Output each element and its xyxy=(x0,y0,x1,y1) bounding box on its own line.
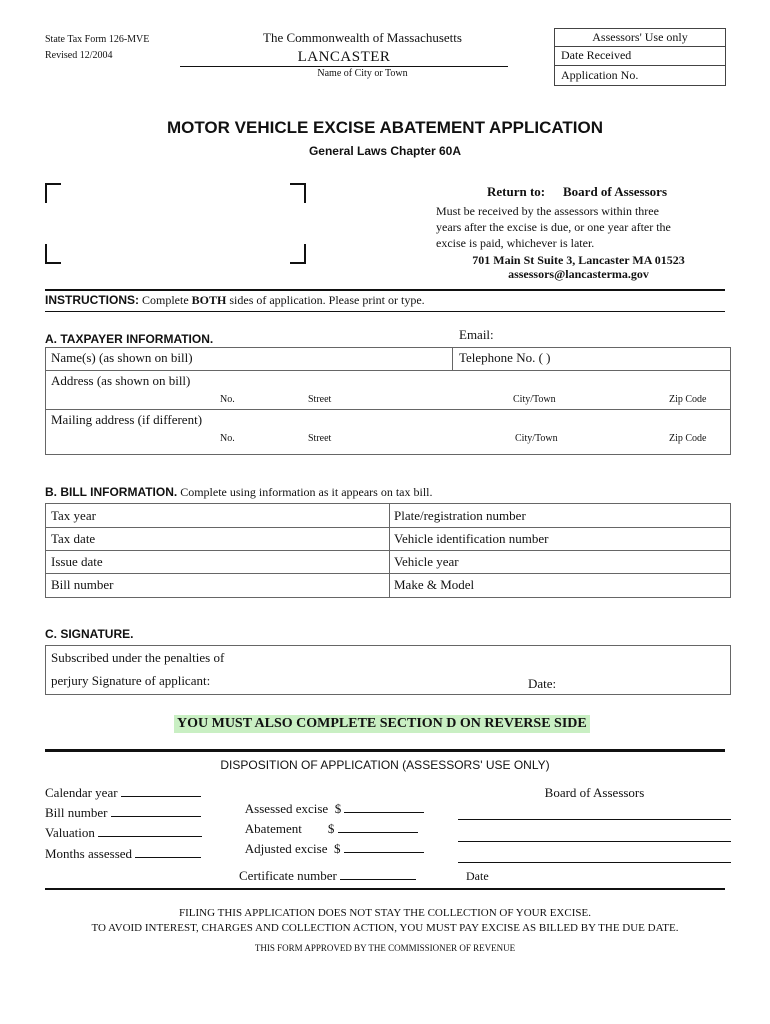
footer-line-1: FILING THIS APPLICATION DOES NOT STAY THE COLLECTION OF YOUR EXCISE. xyxy=(179,907,591,919)
board-of-assessors-label: Board of Assessors xyxy=(544,785,645,800)
months-assessed-row: Months assessed xyxy=(45,846,201,862)
application-no-label: Application No. xyxy=(561,68,639,82)
board-signature-line-2 xyxy=(458,841,731,842)
tax-date-field[interactable]: Tax date xyxy=(51,531,96,546)
make-model-field[interactable]: Make & Model xyxy=(394,577,475,592)
vehicle-year-field[interactable]: Vehicle year xyxy=(394,554,459,569)
address-field[interactable]: Address (as shown on bill) xyxy=(51,373,191,388)
mailing-city-caption: City/Town xyxy=(515,433,558,444)
date-received-label: Date Received xyxy=(561,48,632,62)
revised-date: Revised 12/2004 xyxy=(45,50,113,61)
certificate-number-row: Certificate number xyxy=(239,868,416,884)
disposition-heading: DISPOSITION OF APPLICATION (ASSESSORS' USE ONLY) xyxy=(220,758,550,772)
email-label: Email: xyxy=(459,327,494,342)
form-subtitle: General Laws Chapter 60A xyxy=(308,144,462,158)
abatement-row: Abatement $ xyxy=(239,805,418,837)
adjusted-excise-row: Adjusted excise $ xyxy=(239,825,424,857)
mailing-address-field[interactable]: Mailing address (if different) xyxy=(51,412,203,427)
mailing-zip-caption: Zip Code xyxy=(669,433,707,444)
city-caption: Name of City or Town xyxy=(317,68,408,79)
return-to-label: Return to: xyxy=(487,184,546,199)
assessed-excise-row: Assessed excise $ xyxy=(239,785,424,817)
return-address: 701 Main St Suite 3, Lancaster MA 01523 xyxy=(472,253,685,267)
return-deadline-3: excise is paid, whichever is later. xyxy=(436,236,595,250)
reverse-side-notice: YOU MUST ALSO COMPLETE SECTION D ON REVERSE SIDE xyxy=(174,715,590,733)
plate-number-field[interactable]: Plate/registration number xyxy=(394,508,526,523)
address-city-caption: City/Town xyxy=(513,394,556,405)
issue-date-field[interactable]: Issue date xyxy=(51,554,103,569)
mailing-street-caption: Street xyxy=(308,433,332,444)
mailing-no-caption: No. xyxy=(220,433,235,444)
return-deadline-2: years after the excise is due, or one year after the xyxy=(436,220,671,234)
city-name: LANCASTER xyxy=(297,49,391,65)
bill-number-row: Bill number xyxy=(45,805,201,821)
return-deadline-1: Must be received by the assessors within three xyxy=(436,204,659,218)
bill-number-field[interactable]: Bill number xyxy=(51,577,114,592)
return-email: assessors@lancasterma.gov xyxy=(508,267,649,281)
assessors-use-box xyxy=(554,28,726,86)
tax-year-field[interactable]: Tax year xyxy=(51,508,96,523)
footer-line-3: THIS FORM APPROVED BY THE COMMISSIONER OF REVENUE xyxy=(254,943,516,953)
address-street-caption: Street xyxy=(308,394,332,405)
signature-date-label: Date: xyxy=(528,676,557,691)
signature-line-1: Subscribed under the penalties of xyxy=(51,650,225,665)
window-corner-bl xyxy=(45,244,61,264)
form-title: MOTOR VEHICLE EXCISE ABATEMENT APPLICATION xyxy=(166,118,604,137)
window-corner-br xyxy=(290,244,306,264)
valuation-row: Valuation xyxy=(45,825,202,841)
address-zip-caption: Zip Code xyxy=(669,394,707,405)
window-corner-tl xyxy=(45,183,61,203)
section-b-heading: B. BILL INFORMATION. Complete using information as it appears on tax bill. xyxy=(45,485,433,499)
vin-field[interactable]: Vehicle identification number xyxy=(394,531,549,546)
footer-line-2: TO AVOID INTEREST, CHARGES AND COLLECTION ACTION, YOU MUST PAY EXCISE AS BILLED BY THE DUE DATE. xyxy=(91,922,679,934)
names-field[interactable]: Name(s) (as shown on bill) xyxy=(51,350,193,365)
instructions: INSTRUCTIONS: Complete BOTH sides of application. Please print or type. xyxy=(45,293,425,307)
commonwealth-title: The Commonwealth of Massachusetts xyxy=(263,30,462,45)
section-a-heading: A. TAXPAYER INFORMATION. xyxy=(45,332,214,346)
return-to-board: Board of Assessors xyxy=(563,184,668,199)
disposition-date-label: Date xyxy=(466,869,489,883)
window-corner-tr xyxy=(290,183,306,203)
signature-line-2: perjury Signature of applicant: xyxy=(51,673,211,688)
form-id: State Tax Form 126-MVE xyxy=(45,34,150,45)
calendar-year-row: Calendar year xyxy=(45,785,201,801)
board-signature-line-1 xyxy=(458,819,731,820)
section-c-heading: C. SIGNATURE. xyxy=(45,627,134,641)
board-signature-line-3 xyxy=(458,862,731,863)
telephone-field[interactable]: Telephone No. ( ) xyxy=(459,350,551,365)
address-no-caption: No. xyxy=(220,394,235,405)
assessors-use-title: Assessors' Use only xyxy=(592,30,688,44)
bill-info-table xyxy=(45,503,731,598)
